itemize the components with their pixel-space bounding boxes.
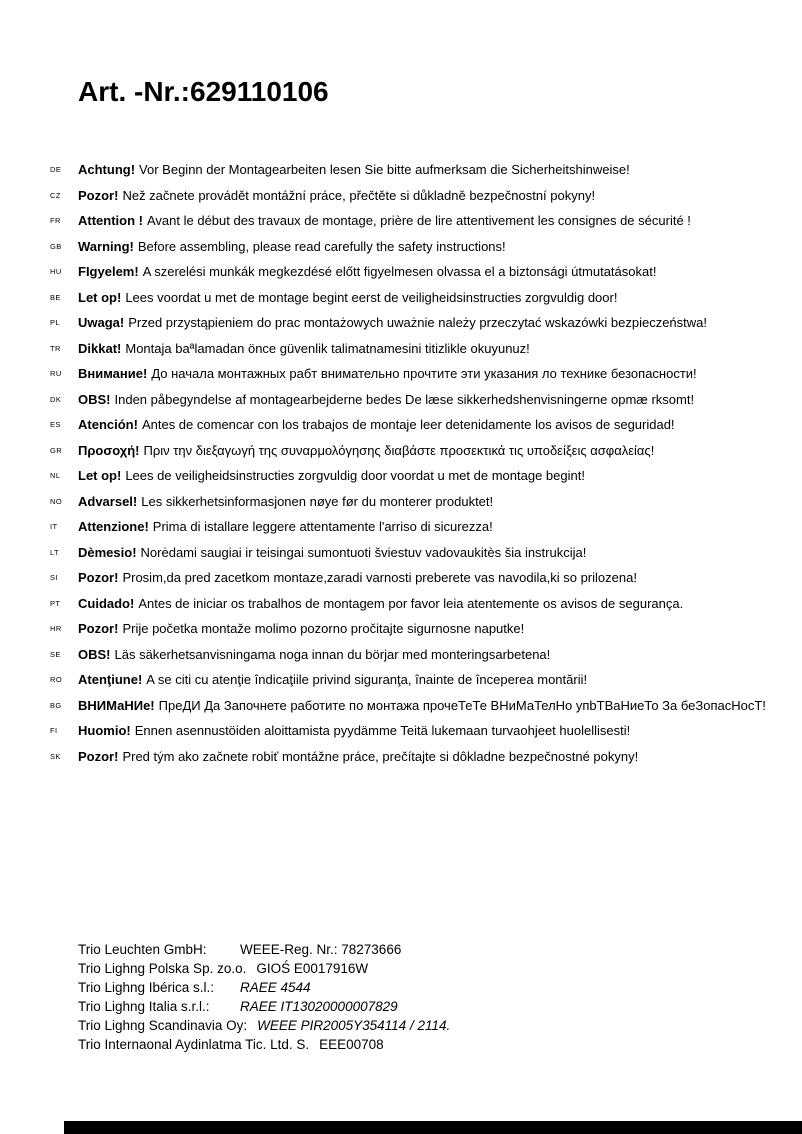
language-code: BG: [50, 700, 62, 710]
language-code: DK: [50, 394, 62, 404]
warning-word: Внимание!: [78, 366, 148, 381]
warning-line: [78, 265, 656, 280]
warning-line: [78, 673, 587, 688]
language-code: FI: [50, 726, 58, 735]
warning-text: Montaja baªlamadan önce güvenlik talimatnamesini titizlikle okuyunuz!: [125, 340, 530, 356]
warning-row: [50, 418, 784, 433]
warning-line: [78, 546, 586, 561]
warning-text: Avant le début des travaux de montage, prière de lire attentivement les consignes de sécurité !: [146, 213, 691, 228]
warning-row: [50, 571, 784, 586]
warning-line: [78, 418, 675, 433]
warning-text: Before assembling, please read carefully the safety instructions!: [137, 238, 506, 254]
warning-row: [50, 648, 784, 663]
warning-text: Prije početka montaže molimo pozorno pročitajte sigurnosne naputke!: [122, 621, 525, 636]
language-code: DE: [50, 165, 62, 174]
warning-word: ВНИМаНИе!: [78, 697, 155, 713]
language-code: IT: [50, 522, 58, 531]
warning-row: [50, 291, 784, 306]
warning-word: Huomio!: [78, 723, 131, 738]
warning-word: Warning!: [78, 238, 134, 254]
language-code: BE: [50, 292, 61, 302]
warning-text: Lees voordat u met de montage begint eerst de veiligheidsinstructies zorgvuldig door!: [125, 289, 618, 305]
warning-word: Atenţiune!: [78, 672, 143, 687]
language-code: RU: [50, 369, 62, 378]
footer-line: [78, 940, 450, 959]
footer-line: [78, 1035, 450, 1054]
warning-text: Prima di istallare leggere attentamente l'arriso di sicurezza!: [152, 519, 493, 534]
language-code: PT: [50, 598, 61, 608]
warning-word: Dikkat!: [78, 340, 122, 356]
language-code: RO: [50, 675, 63, 684]
warning-text: Πριν την διεξαγωγή της συναρμολόγησης διαβάστε προσεκτικά τις υποδείξεις ασφαλείας!: [143, 442, 655, 458]
warning-row: [50, 367, 784, 382]
language-code: HR: [50, 624, 62, 633]
language-code: NO: [50, 496, 63, 506]
warning-text: Lees de veiligheidsinstructies zorgvuldig door voordat u met de montage begint!: [125, 468, 585, 483]
company-name: Trio Lighng Ibérica s.l.:: [78, 980, 215, 995]
warning-row: [50, 520, 784, 535]
warning-row: [50, 444, 784, 459]
warning-text: Prosim,da pred zacetkom montaze,zaradi varnosti preberete vas navodila,ki so prilozena!: [122, 570, 637, 585]
warning-word: OBS!: [78, 391, 111, 407]
warning-row: [50, 495, 784, 510]
warning-line: [78, 724, 630, 739]
warning-word: Pozor!: [78, 570, 119, 585]
warning-text: Antes de comencar con los trabajos de montaje leer detenidamente los avisos de seguridad!: [141, 417, 675, 432]
warning-line: [78, 495, 493, 510]
warning-text: Pred tým ako začnete robiť montážne práce, prečítajte si dôkladne bezpečnostné pokyny!: [122, 748, 639, 764]
warning-row: [50, 724, 784, 739]
warning-line: [78, 699, 766, 714]
warning-text: Przed przystąpieniem do prac montażowych uważnie należy przeczytać wskazówki bezpieczeństwa!: [128, 315, 707, 330]
registration-number: EEE00708: [319, 1037, 384, 1052]
warning-text: Než začnete provádět montážní práce, přečtěte si důkladně bezpečnostní pokyny!: [122, 187, 596, 203]
company-name: Trio Lighng Scandinavia Oy:: [78, 1018, 248, 1033]
warning-row: [50, 393, 784, 408]
footer-line: [78, 959, 450, 978]
warning-line: [78, 240, 506, 255]
warning-line: [78, 291, 617, 306]
language-code: SK: [50, 751, 61, 761]
warning-text: Ennen asennustöiden aloittamista pyydämme Teitä lukemaan turvaohjeet huolellisesti!: [134, 723, 631, 738]
warning-text: Les sikkerhetsinformasjonen nøye før du monterer produktet!: [141, 493, 494, 509]
warning-row: [50, 750, 784, 765]
warning-text: Antes de iniciar os trabalhos de montagem por favor leia atentemente os avisos de segurança.: [138, 595, 684, 611]
registration-number: WEEE-Reg. Nr.: 78273666: [240, 942, 402, 957]
warning-word: Achtung!: [78, 162, 136, 177]
language-code: SE: [50, 649, 61, 659]
language-code: HU: [50, 267, 62, 276]
warning-line: [78, 750, 638, 765]
language-code: CZ: [50, 190, 61, 200]
multilanguage-warnings-list: [50, 163, 784, 775]
company-name: Trio Lighng Italia s.r.l.:: [78, 999, 210, 1014]
warning-row: [50, 622, 784, 637]
warning-word: Atención!: [78, 417, 138, 432]
warning-row: [50, 342, 784, 357]
language-code: PL: [50, 318, 60, 327]
language-code: SI: [50, 573, 58, 582]
company-registration-block: [78, 940, 450, 1054]
warning-text: A se citi cu atenţie îndicaţiile privind siguranţa, înainte de începerea montării!: [146, 672, 588, 687]
language-code: LT: [50, 547, 59, 557]
registration-number: WEEE PIR2005Y354114 / 2114.: [257, 1018, 451, 1033]
warning-row: [50, 163, 784, 178]
warning-text: ПреДИ Да Започнете работите по монтажа прочеТеТе ВНиМаТелНо упbТВаНиеТо За беЗопасНосТ!: [158, 697, 766, 713]
warning-line: [78, 214, 691, 229]
footer-line: [78, 978, 450, 997]
warning-line: [78, 444, 654, 459]
warning-word: Dèmesio!: [78, 544, 137, 560]
registration-number: RAEE 4544: [240, 980, 311, 995]
warning-word: Pozor!: [78, 621, 119, 636]
warning-row: [50, 673, 784, 688]
warning-row: [50, 597, 784, 612]
warning-line: [78, 342, 530, 357]
warning-line: [78, 520, 493, 535]
bottom-black-bar: [64, 1121, 802, 1134]
warning-word: Attention !: [78, 213, 143, 228]
language-code: NL: [50, 471, 61, 480]
warning-word: Attenzione!: [78, 519, 149, 534]
warning-word: Προσοχή!: [78, 442, 140, 458]
warning-line: [78, 189, 595, 204]
registration-number: GIOŚ E0017916W: [256, 961, 369, 976]
language-code: GB: [50, 241, 62, 251]
language-code: ES: [50, 420, 61, 429]
warning-row: [50, 189, 784, 204]
language-code: FR: [50, 216, 61, 225]
warning-row: [50, 469, 784, 484]
warning-row: [50, 546, 784, 561]
warning-line: [78, 597, 683, 612]
company-name: Trio Internaonal Aydinlatma Tic. Ltd. S.: [78, 1037, 310, 1052]
warning-row: [50, 240, 784, 255]
registration-number: RAEE IT13020000007829: [240, 999, 398, 1014]
warning-word: Advarsel!: [78, 493, 138, 509]
warning-text: До начала монтажных рабт внимательно прочтите эти указания ло технике безопасности!: [151, 366, 697, 381]
warning-line: [78, 648, 550, 663]
warning-text: Inden påbegyndelse af montagearbejderne bedes De læse sikkerhedshenvisningerne opmæ rksomt!: [114, 391, 695, 407]
warning-text: Vor Beginn der Montagearbeiten lesen Sie bitte aufmerksam die Sicherheitshinweise!: [139, 162, 630, 177]
warning-word: Pozor!: [78, 187, 119, 203]
article-number-title: Art. -Nr.:629110106: [78, 76, 329, 107]
warning-text: A szerelési munkák megkezdésé előtt figyelmesen olvassa el a biztonsági útmutatásokat!: [142, 264, 657, 279]
warning-word: OBS!: [78, 646, 111, 662]
warning-line: [78, 163, 630, 178]
warning-line: [78, 367, 697, 382]
warning-row: [50, 316, 784, 331]
company-name: Trio Lighng Polska Sp. zo.o.: [78, 961, 247, 976]
warning-word: Let op!: [78, 289, 122, 305]
warning-word: Let op!: [78, 468, 122, 483]
warning-word: Pozor!: [78, 748, 119, 764]
warning-text: Norėdami saugiai ir teisingai sumontuoti šviestuv vadovaukitès šia instrukcija!: [140, 544, 587, 560]
warning-line: [78, 469, 585, 484]
warning-line: [78, 316, 707, 331]
warning-row: [50, 699, 784, 714]
language-code: GR: [50, 445, 63, 455]
warning-text: Läs säkerhetsanvisningama noga innan du börjar med monteringsarbetena!: [114, 646, 551, 662]
warning-word: Uwaga!: [78, 315, 125, 330]
footer-line: [78, 997, 450, 1016]
warning-word: FIgyelem!: [78, 264, 139, 279]
footer-line: [78, 1016, 450, 1035]
warning-row: [50, 265, 784, 280]
language-code: TR: [50, 343, 61, 353]
warning-line: [78, 571, 637, 586]
warning-line: [78, 393, 694, 408]
warning-word: Cuidado!: [78, 595, 135, 611]
company-name: Trio Leuchten GmbH:: [78, 942, 207, 957]
warning-line: [78, 622, 524, 637]
warning-row: [50, 214, 784, 229]
